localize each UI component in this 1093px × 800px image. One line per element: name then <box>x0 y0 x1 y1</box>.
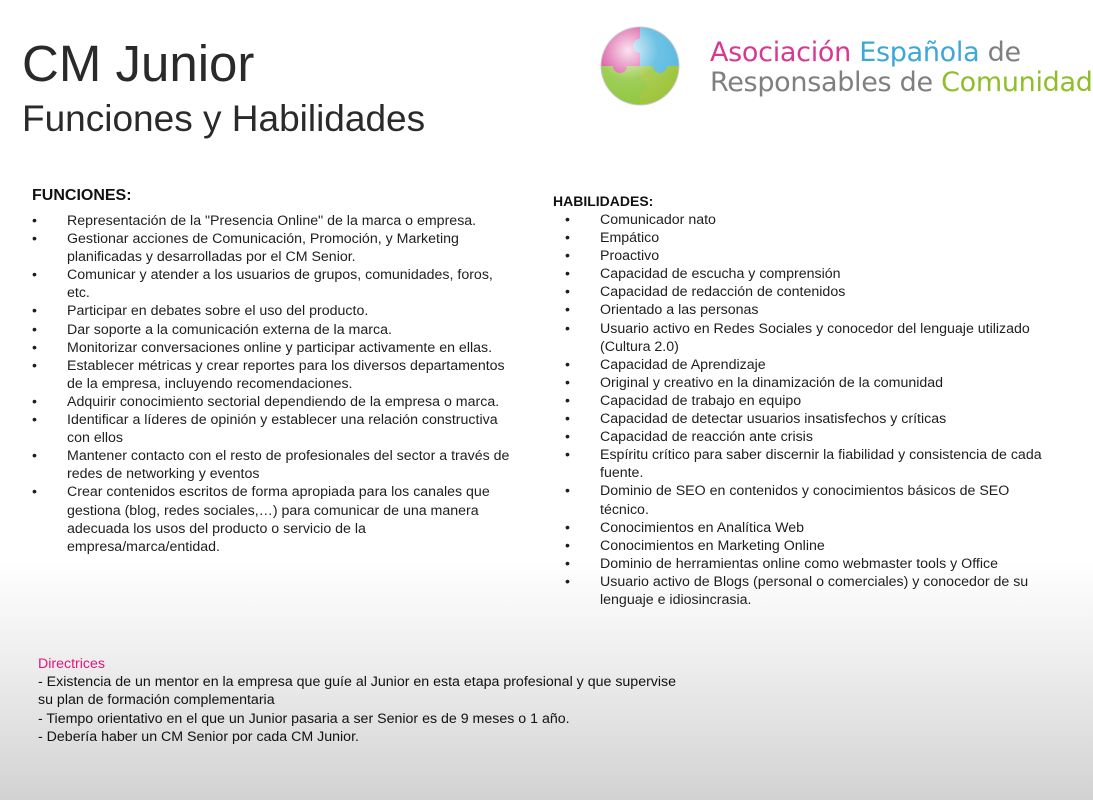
list-item: • Capacidad de trabajo en equipo <box>565 392 1045 410</box>
list-item: • Proactivo <box>565 247 1045 265</box>
list-item: • Monitorizar conversaciones online y participar activamente en ellas. <box>32 339 517 357</box>
list-item: • Capacidad de detectar usuarios insatisfechos y críticas <box>565 410 1045 428</box>
list-item: • Conocimientos en Analítica Web <box>565 519 1045 537</box>
list-item: • Dominio de SEO en contenidos y conocimientos básicos de SEO técnico. <box>565 482 1045 518</box>
logo-line-2 <box>710 68 1093 98</box>
list-item: • Espíritu crítico para saber discernir la fiabilidad y consistencia de cada fuente. <box>565 446 1045 482</box>
logo-word-espanola: Española <box>859 37 980 68</box>
list-item: • Representación de la "Presencia Online" de la marca o empresa. <box>32 212 517 230</box>
list-item: • Capacidad de escucha y comprensión <box>565 265 1045 283</box>
list-item: • Capacidad de Aprendizaje <box>565 356 1045 374</box>
list-item: • Empático <box>565 229 1045 247</box>
directrices-line: - Tiempo orientativo en el que un Junior pasaria a ser Senior es de 9 meses o 1 año. <box>38 710 570 727</box>
list-item: • Dominio de herramientas online como webmaster tools y Office <box>565 555 1045 573</box>
list-item: • Establecer métricas y crear reportes para los diversos departamentos de la empresa, incluyendo recomendaciones. <box>32 357 517 393</box>
habilidades-heading: HABILIDADES: <box>553 193 654 209</box>
list-item: • Crear contenidos escritos de forma apropiada para los canales que gestiona (blog, redes sociales,…) para comunicar de una manera adecuada los usos del producto o servicio de la empresa/marca/entidad. <box>32 483 517 555</box>
association-logo <box>598 24 1093 106</box>
funciones-heading: FUNCIONES: <box>32 187 132 204</box>
list-item: • Capacidad de redacción de contenidos <box>565 283 1045 301</box>
directrices-block <box>38 655 678 746</box>
logo-word-responsables: Responsables <box>710 67 892 98</box>
list-item: • Gestionar acciones de Comunicación, Promoción, y Marketing planificadas y desarrolladas por el CM Senior. <box>32 230 517 266</box>
list-item: • Dar soporte a la comunicación externa de la marca. <box>32 321 517 339</box>
logo-word-de-2: de <box>899 67 933 98</box>
funciones-list <box>32 212 517 556</box>
list-item: • Identificar a líderes de opinión y establecer una relación constructiva con ellos <box>32 411 517 447</box>
list-item: • Usuario activo de Blogs (personal o comerciales) y conocedor de su lenguaje e idiosincrasia. <box>565 573 1045 609</box>
list-item: • Capacidad de reacción ante crisis <box>565 428 1045 446</box>
list-item: • Conocimientos en Marketing Online <box>565 537 1045 555</box>
page-subtitle: Funciones y Habilidades <box>22 98 426 139</box>
directrices-line: - Debería haber un CM Senior por cada CM Junior. <box>38 728 359 745</box>
logo-word-asociacion: Asociación <box>710 37 851 68</box>
logo-word-de: de <box>987 37 1021 68</box>
habilidades-list <box>565 211 1045 609</box>
list-item: • Participar en debates sobre el uso del producto. <box>32 302 517 320</box>
list-item: • Orientado a las personas <box>565 301 1045 319</box>
list-item: • Comunicar y atender a los usuarios de grupos, comunidades, foros, etc. <box>32 266 517 302</box>
list-item: • Mantener contacto con el resto de profesionales del sector a través de redes de networking y eventos <box>32 447 517 483</box>
list-item: • Usuario activo en Redes Sociales y conocedor del lenguaje utilizado (Cultura 2.0) <box>565 320 1045 356</box>
directrices-title: Directrices <box>38 656 106 672</box>
list-item: • Original y creativo en la dinamización de la comunidad <box>565 374 1045 392</box>
list-item: • Adquirir conocimiento sectorial dependiendo de la empresa o marca. <box>32 393 517 411</box>
directrices-line: - Existencia de un mentor en la empresa que guíe al Junior en esta etapa profesional y que supervise su plan de formación complementaria <box>38 674 677 709</box>
puzzle-globe-icon <box>598 24 682 108</box>
logo-line-1 <box>710 38 1093 68</box>
logo-text <box>710 38 1093 98</box>
logo-word-comunidad: Comunidad <box>941 67 1093 98</box>
page-title: CM Junior <box>22 35 255 92</box>
list-item: • Comunicador nato <box>565 211 1045 229</box>
